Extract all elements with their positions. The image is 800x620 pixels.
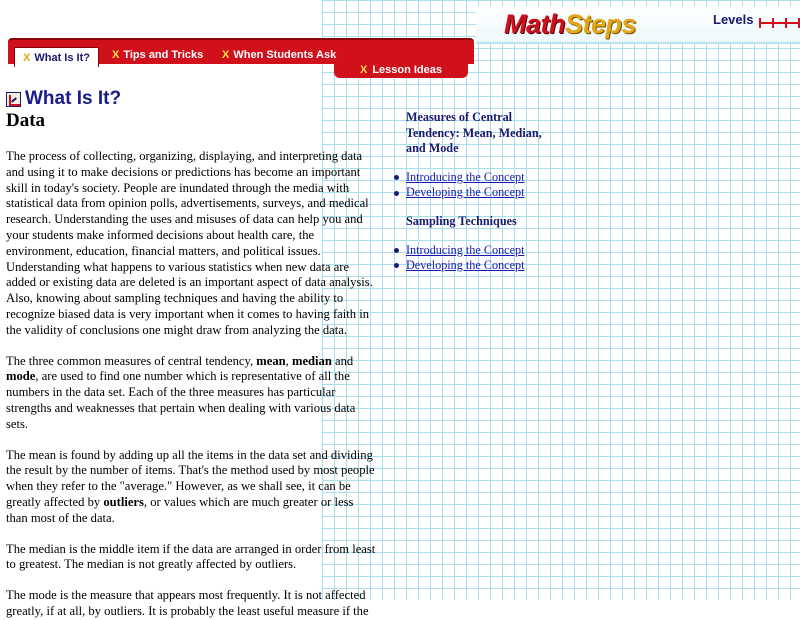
sidebar-group-title: Measures of Central Tendency: Mean, Median, and Mode	[406, 110, 542, 156]
tab-what-is-it[interactable]	[14, 47, 99, 67]
graph-paper-background	[322, 0, 800, 600]
link-introducing-concept[interactable]: Introducing the Concept	[406, 169, 525, 184]
main-content	[6, 88, 376, 620]
tab-label: Lesson Ideas	[372, 64, 443, 76]
sidebar-group-title: Sampling Techniques	[406, 213, 517, 228]
link-developing-concept[interactable]: Developing the Concept	[406, 185, 525, 200]
bullet-icon	[394, 191, 399, 196]
levels-label: Levels	[713, 12, 754, 27]
x-bullet-icon: X	[359, 64, 368, 76]
levels-scale-icon[interactable]	[759, 18, 800, 28]
tab-label: What Is It?	[34, 51, 90, 64]
list-item	[392, 185, 542, 201]
bullet-icon	[394, 263, 399, 268]
tab-when-students-ask[interactable]	[222, 46, 336, 64]
link-introducing-concept[interactable]: Introducing the Concept	[406, 242, 525, 257]
tab-tips-and-tricks[interactable]	[112, 46, 203, 64]
logo-steps: Steps	[565, 9, 637, 39]
mathsteps-logo[interactable]	[504, 9, 636, 40]
mathsteps-header	[476, 6, 800, 44]
x-bullet-icon: X	[112, 49, 120, 61]
x-bullet-icon: X	[222, 49, 230, 61]
link-developing-concept[interactable]: Developing the Concept	[406, 258, 525, 273]
paragraph-mean: The mean is found by adding up all the items in the data set and dividing the result by the number of items. That's the method used by most people when they refer to the "average." However, as we shall see, it can be greatly affected by outliers, or values which are much greater or less than most of the data.	[6, 447, 375, 525]
logo-math: Math	[504, 9, 565, 39]
chart-icon	[6, 92, 21, 107]
tab-lesson-ideas[interactable]	[334, 62, 468, 78]
sidebar-link-list	[392, 243, 542, 274]
tab-label: When Students Ask	[233, 49, 337, 61]
paragraph-median: The median is the middle item if the data are arranged in order from least to greatest. The median is not greatly affected by outliers.	[6, 541, 376, 572]
tab-bar	[8, 38, 474, 64]
tab-label: Tips and Tricks	[123, 49, 204, 61]
section-heading-text: What Is It?	[25, 88, 122, 109]
list-item	[392, 243, 542, 259]
paragraph-central-tendency: The three common measures of central tendency, mean, median and mode, are used to find one number which is representative of all the numbers in the data set. Each of the three measures has particular strengths and weaknesses that pertain when dealing with various data sets.	[6, 353, 356, 431]
list-item	[392, 170, 542, 186]
sidebar-link-list	[392, 170, 542, 201]
bullet-icon	[394, 175, 399, 180]
paragraph-intro: The process of collecting, organizing, displaying, and interpreting data and using it to make decisions or predictions has become an important skill in today's society. People are inundated through the media with statistical data from opinion polls, advertisements, surveys, and medical research. Understanding the uses and misuses of data can help you and your students make informed decisions about health care, the environment, education, financial matters, and political issues. Understanding what happens to various statistics when new data are added or existing data are deleted is an important aspect of data analysis. Also, knowing about sampling techniques and having the ability to recognize biased data is very important when it comes to having faith in the validity of conclusions one might draw from analyzing the data.	[6, 149, 373, 337]
bullet-icon	[394, 248, 399, 253]
x-bullet-icon: X	[23, 51, 31, 64]
page-title: Data	[6, 110, 46, 131]
section-heading	[6, 88, 376, 110]
sidebar-lesson-links	[392, 110, 542, 287]
list-item	[392, 258, 542, 274]
paragraph-mode: The mode is the measure that appears most frequently. It is not affected greatly, if at all, by outliers. It is probably the least useful measure if the	[6, 588, 369, 618]
